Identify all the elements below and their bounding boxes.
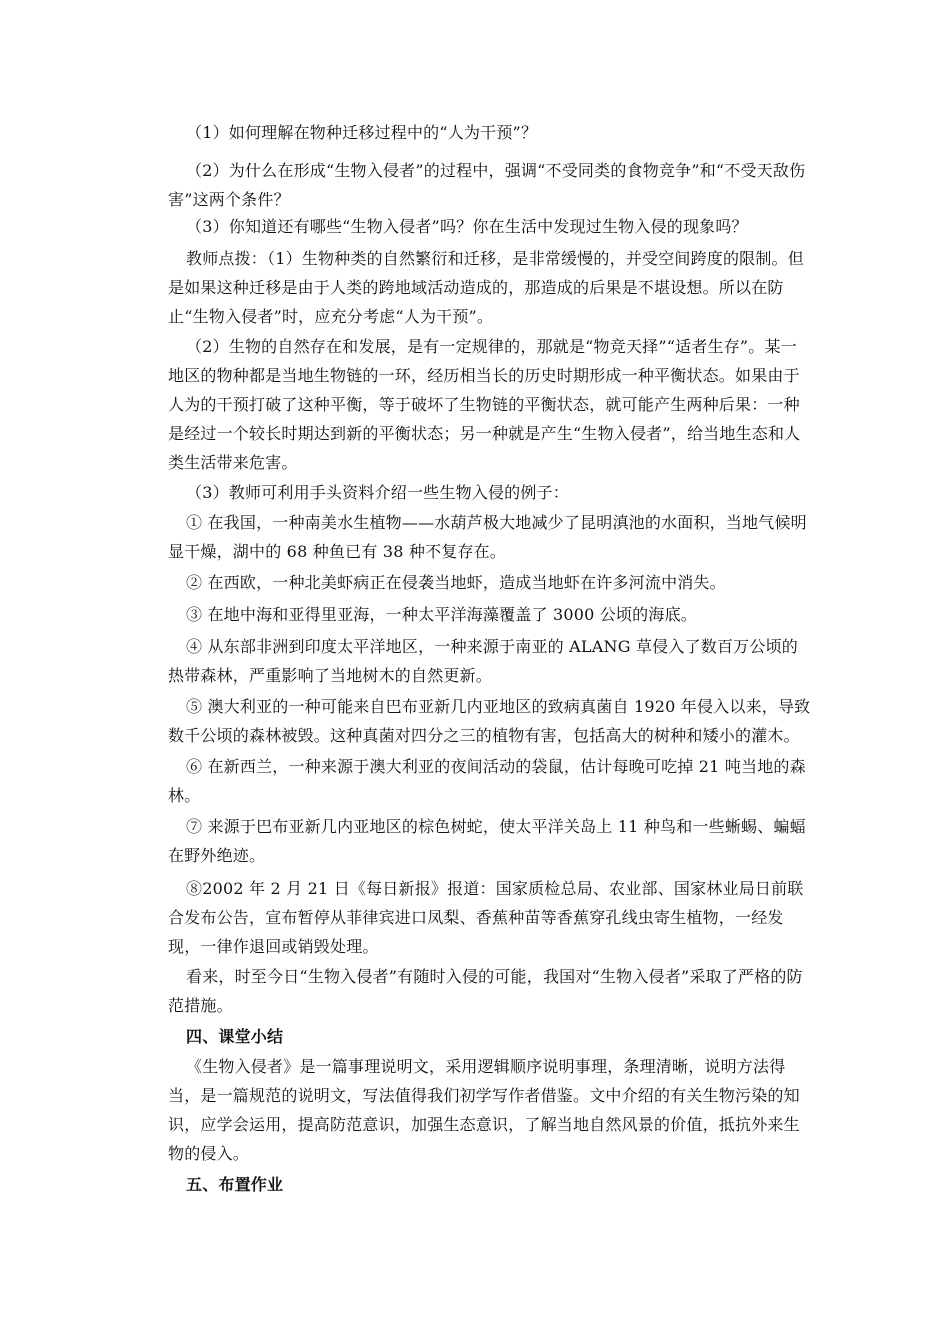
teacher-tip-3: （3）教师可利用手头资料介绍一些生物入侵的例子： <box>186 483 569 502</box>
example-3: ③ 在地中海和亚得里亚海，一种太平洋海藻覆盖了 3000 公顷的海底。 <box>186 605 697 624</box>
example-6: ⑥ 在新西兰，一种来源于澳大利亚的夜间活动的袋鼠，估计每晚可吃掉 21 吨当地的森林。 <box>168 757 806 805</box>
section-5-heading: 五、布置作业 <box>186 1175 284 1194</box>
example-7: ⑦ 来源于巴布亚新几内亚地区的棕色树蛇，使太平洋关岛上 11 种鸟和一些蜥蜴、蝙蝠在野外绝迹。 <box>168 817 806 865</box>
conclusion-paragraph: 看来，时至今日“生物入侵者”有随时入侵的可能，我国对“生物入侵者”采取了严格的防范措施。 <box>168 967 803 1015</box>
section-4-body: 《生物入侵者》是一篇事理说明文，采用逻辑顺序说明事理，条理清晰，说明方法得当，是一篇规范的说明文，写法值得我们初学写作者借鉴。文中介绍的有关生物污染的知识，应学会运用，提高防范意识，加强生态意识，了解当地自然风景的价值，抵抗外来生物的侵入。 <box>168 1057 800 1163</box>
example-4: ④ 从东部非洲到印度太平洋地区，一种来源于南亚的 ALANG 草侵入了数百万公顷的热带森林，严重影响了当地树木的自然更新。 <box>168 637 798 685</box>
example-8: ⑧2002 年 2 月 21 日《每日新报》报道：国家质检总局、农业部、国家林业局日前联合发布公告，宣布暂停从菲律宾进口凤梨、香蕉种苗等香蕉穿孔线虫寄生植物，一经发现，一律作退回或销毁处理。 <box>168 879 804 956</box>
question-2: （2）为什么在形成“生物入侵者”的过程中，强调“不受同类的食物竞争”和“不受天敌伤害”这两个条件？ <box>168 161 806 209</box>
question-3: （3）你知道还有哪些“生物入侵者”吗？你在生活中发现过生物入侵的现象吗？ <box>186 217 748 236</box>
teacher-tip-2: （2）生物的自然存在和发展，是有一定规律的，那就是“物竞天择”“适者生存”。某一地区的物种都是当地生物链的一环，经历相当长的历史时期形成一种平衡状态。如果由于人为的干预打破了这种平衡，等于破坏了生物链的平衡状态，就可能产生两种后果：一种是经过一个较长时期达到新的平衡状态；另一种就是产生“生物入侵者”，给当地生态和人类生活带来危害。 <box>168 337 801 472</box>
question-1: （1）如何理解在物种迁移过程中的“人为干预”？ <box>186 123 538 142</box>
section-4-heading: 四、课堂小结 <box>186 1027 284 1046</box>
example-1: ① 在我国，一种南美水生植物——水葫芦极大地减少了昆明滇池的水面积，当地气候明显干燥，湖中的 68 种鱼已有 38 种不复存在。 <box>168 513 807 561</box>
example-5: ⑤ 澳大利亚的一种可能来自巴布亚新几内亚地区的致病真菌自 1920 年侵入以来，导致数千公顷的森林被毁。这种真菌对四分之三的植物有害，包括高大的树种和矮小的灌木。 <box>168 697 811 745</box>
example-2: ② 在西欧，一种北美虾病正在侵袭当地虾，造成当地虾在许多河流中消失。 <box>186 573 726 592</box>
teacher-tip-1: 教师点拨：（1）生物种类的自然繁衍和迁移，是非常缓慢的，并受空间跨度的限制。但是如果这种迁移是由于人类的跨地域活动造成的，那造成的后果是不堪设想。所以在防止“生物入侵者”时，应充分考虑“人为干预”。 <box>168 249 804 326</box>
